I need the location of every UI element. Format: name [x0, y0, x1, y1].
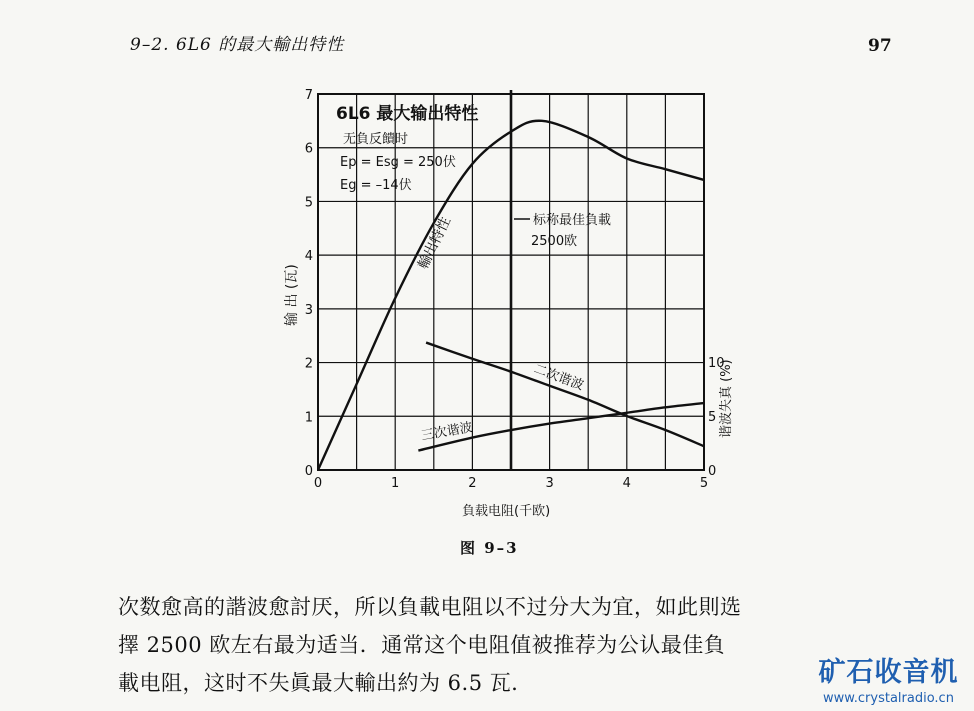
label-second-harmonic: 二次谐波: [531, 361, 586, 394]
annotation-feedback: 无負反饋时: [343, 132, 409, 147]
x-tick-label: 5: [699, 476, 709, 491]
label-nominal-load-value: 2500欧: [531, 234, 578, 249]
body-paragraph: [118, 588, 893, 702]
watermark-url: www.crystalradio.cn: [823, 691, 954, 706]
y-tick-label: 3: [304, 302, 313, 318]
x-tick-label: 2: [468, 476, 477, 491]
figure-caption: 图 9–3: [460, 539, 519, 557]
y-tick-label: 7: [304, 88, 313, 103]
x-tick-label: 0: [313, 476, 323, 491]
y-tick-label: 6: [304, 141, 313, 157]
body-line-2: 擇 2500 欧左右最为适当．通常这个电阻值被推荐为公认最佳負: [118, 633, 726, 657]
y2-tick-label: 5: [708, 410, 717, 425]
axis-label-load: 負载电阻(千欧): [462, 504, 551, 519]
chart-annotations: [284, 103, 734, 519]
page-number: 97: [868, 36, 892, 56]
annotation-voltages: Ep = Esg = 250伏: [340, 155, 456, 170]
annotation-title: 6L6 最大输出特性: [336, 104, 479, 124]
x-tick-label: 3: [545, 476, 554, 491]
watermark: [806, 650, 971, 706]
label-output-curve: 輸出特性: [415, 214, 455, 272]
y-tick-label: 0: [304, 464, 313, 479]
label-nominal-load: 标称最佳負載: [533, 213, 612, 228]
x-tick-label: 1: [391, 476, 400, 491]
y2-tick-label: 10: [708, 356, 725, 371]
annotation-grid-bias: Eg = –14伏: [340, 178, 412, 193]
body-line-3: 載电阻，这时不失眞最大輸出約为 6.5 瓦．: [118, 671, 533, 695]
y-tick-label: 5: [304, 195, 313, 211]
y-tick-label: 1: [304, 410, 313, 426]
watermark-logo: 矿石收音机: [818, 657, 959, 688]
y2-tick-label: 0: [708, 464, 717, 479]
axis-label-distortion: 谐波失真 (%): [719, 359, 734, 438]
running-head: 9–2. 6L6 的最大輸出特性: [130, 35, 345, 55]
label-third-harmonic: 三次谐波: [420, 420, 474, 444]
axis-label-output: 输 出 (瓦): [284, 264, 300, 326]
x-tick-label: 4: [622, 476, 631, 491]
y-tick-label: 4: [304, 249, 313, 265]
chart-grid: [318, 90, 704, 470]
y-tick-label: 2: [304, 356, 313, 372]
body-line-1: 次数愈高的諧波愈討厌，所以負載电阻以不过分大为宜，如此則选: [118, 595, 742, 619]
